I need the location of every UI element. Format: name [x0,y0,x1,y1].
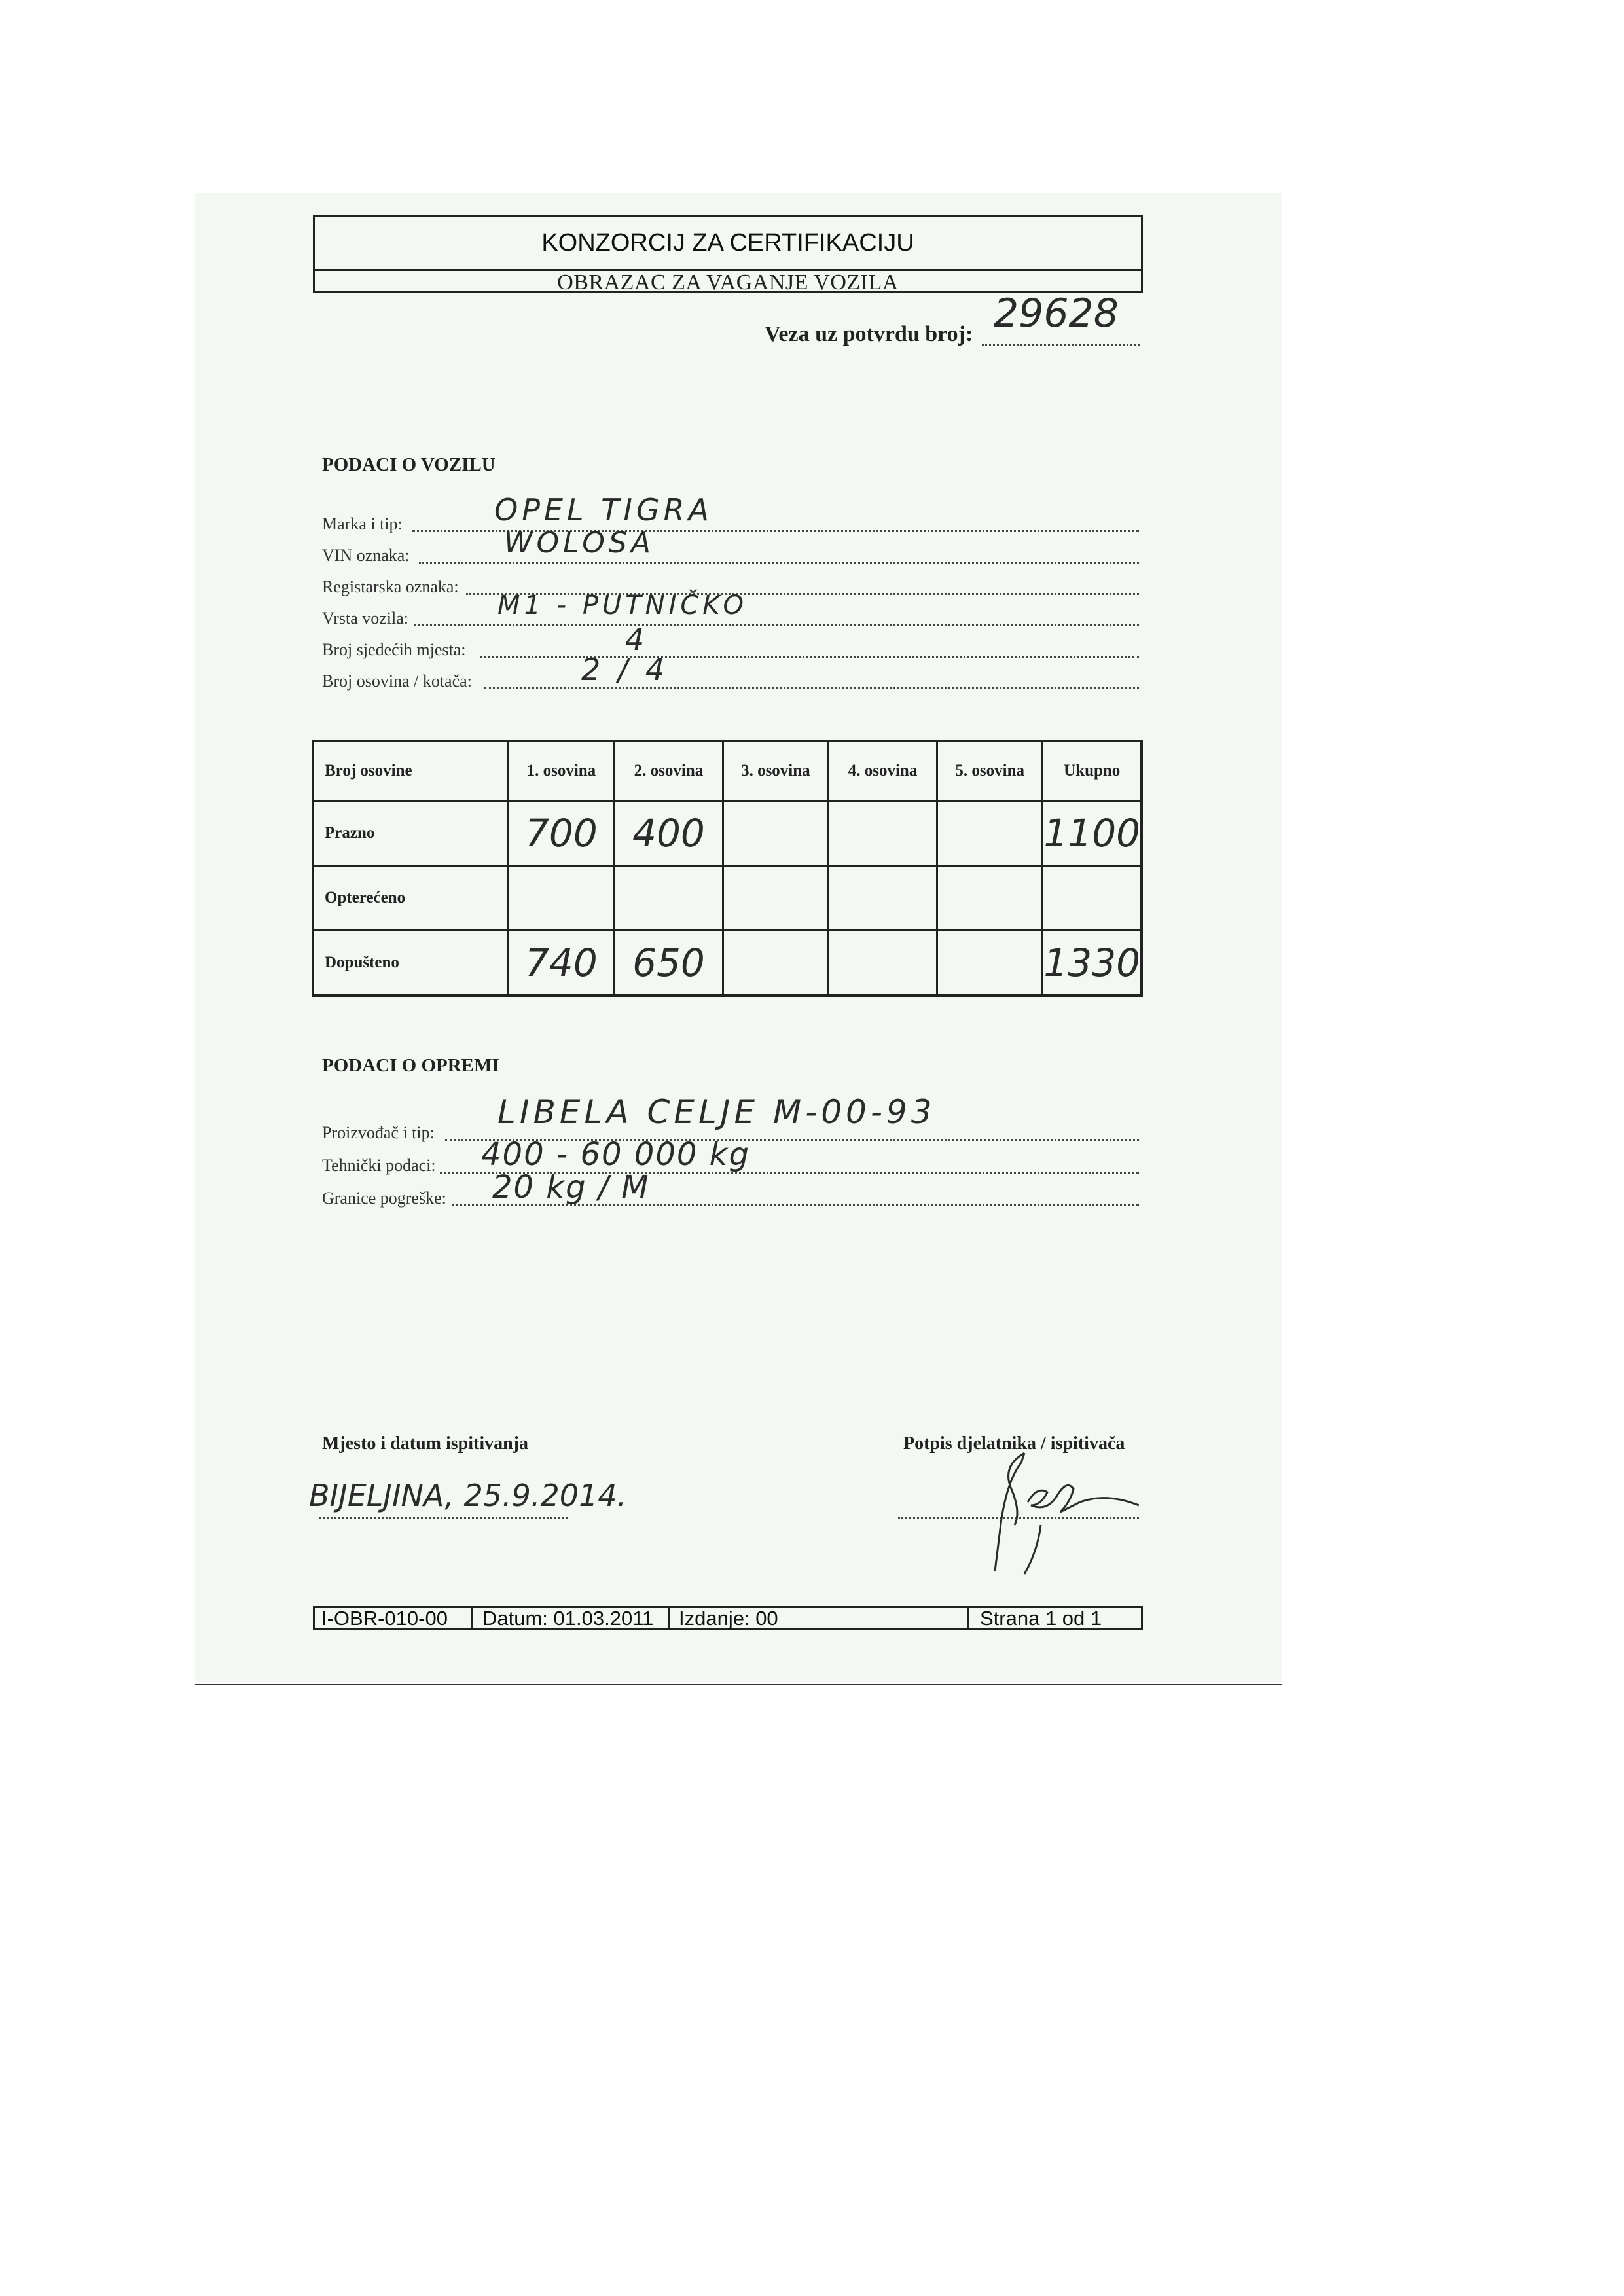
header-axle-3: 3. osovina [723,741,828,801]
loaded-axle-1 [508,866,615,931]
vehicle-field-line-axles [484,687,1139,689]
place-date-line [319,1517,568,1519]
vehicle-field-value-axles: 2 / 4 [581,652,669,687]
vehicle-field-value-type: M1 - PUTNIČKO [497,590,748,620]
form-header-box [313,215,1143,293]
header-axle-4: 4. osovina [829,741,937,801]
axle-weights-table [312,740,1143,997]
vehicle-field-value-seats: 4 [625,622,649,657]
header-axle-1: 1. osovina [508,741,615,801]
footer-page-number: Strana 1 od 1 [980,1607,1102,1630]
equipment-section-title: PODACI O OPREMI [322,1055,499,1076]
loaded-axle-3 [723,866,828,931]
footer-edition: Izdanje: 00 [679,1607,778,1630]
permitted-axle-1: 740 [508,931,615,996]
vehicle-field-label-make: Marka i tip: [322,514,403,533]
loaded-axle-5 [937,866,1043,931]
equipment-field-value-manufacturer: LIBELA CELJE M-00-93 [497,1093,936,1131]
header-total: Ukupno [1043,741,1142,801]
form-title: KONZORCIJ ZA CERTIFIKACIJU [315,217,1141,271]
loaded-axle-4 [829,866,937,931]
permitted-axle-2: 650 [615,931,723,996]
empty-axle-3 [723,801,828,866]
empty-axle-4 [829,801,937,866]
permitted-total: 1330 [1043,931,1142,996]
header-axle-5: 5. osovina [937,741,1043,801]
empty-axle-2: 400 [615,801,723,866]
vehicle-field-label-seats: Broj sjedećih mjesta: [322,640,466,659]
equipment-field-value-error-limits: 20 kg / M [492,1169,650,1206]
certificate-number-label: Veza uz potvrdu broj: [765,322,973,346]
equipment-field-label-technical: Tehnički podaci: [322,1156,436,1175]
vehicle-field-value-vin: WOLOSA [504,526,655,560]
footer-divider [668,1608,670,1628]
permitted-axle-5 [937,931,1043,996]
footer-divider [471,1608,473,1628]
form-subtitle: OBRAZAC ZA VAGANJE VOZILA [557,270,899,295]
empty-axle-1: 700 [508,801,615,866]
document-footer [313,1606,1143,1630]
table-row-loaded [313,866,1142,931]
row-label-empty: Prazno [313,801,508,866]
loaded-axle-2 [615,866,723,931]
signature-label: Potpis djelatnika / ispitivača [903,1433,1125,1454]
footer-document-code: I-OBR-010-00 [321,1607,448,1630]
vehicle-field-label-type: Vrsta vozila: [322,609,409,628]
permitted-axle-4 [829,931,937,996]
vehicle-section-title: PODACI O VOZILU [322,454,496,475]
row-label-permitted: Dopušteno [313,931,508,996]
header-axle-count: Broj osovine [313,741,508,801]
equipment-field-value-technical: 400 - 60 000 kg [481,1136,750,1173]
vehicle-field-value-make: OPEL TIGRA [494,492,713,528]
vehicle-field-label-vin: VIN oznaka: [322,546,410,565]
equipment-field-label-manufacturer: Proizvođač i tip: [322,1123,435,1142]
signature-image [943,1440,1139,1577]
table-header-row [313,741,1142,801]
equipment-field-label-error-limits: Granice pogreške: [322,1189,446,1208]
certificate-number-value: 29628 [994,291,1119,336]
row-label-loaded: Opterećeno [313,866,508,931]
footer-divider [967,1608,969,1628]
empty-total: 1100 [1043,801,1142,866]
place-date-value: BIJELJINA, 25.9.2014. [309,1478,627,1513]
scan-edge-line [195,1684,1282,1685]
table-row-empty [313,801,1142,866]
table-row-permitted [313,931,1142,996]
permitted-axle-3 [723,931,828,996]
empty-axle-5 [937,801,1043,866]
vehicle-field-line-vin [419,562,1139,564]
vehicle-field-line-seats [480,656,1139,658]
footer-date: Datum: 01.03.2011 [482,1607,654,1630]
place-date-label: Mjesto i datum ispitivanja [322,1433,528,1454]
header-axle-2: 2. osovina [615,741,723,801]
vehicle-field-label-registration: Registarska oznaka: [322,577,459,596]
loaded-total [1043,866,1142,931]
vehicle-field-line-type [414,624,1139,626]
vehicle-field-label-axles: Broj osovina / kotača: [322,672,472,691]
certificate-number-line [982,344,1140,346]
